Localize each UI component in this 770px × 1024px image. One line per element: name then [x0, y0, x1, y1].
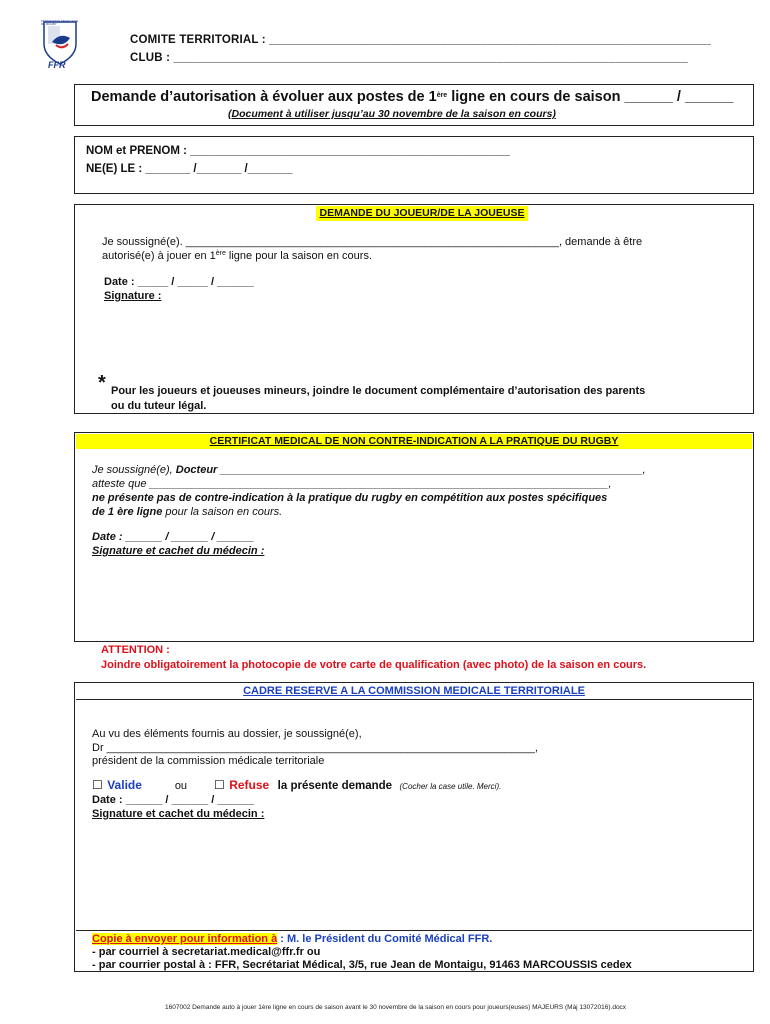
- name-field: NOM et PRENOM : __________________________________________________: [86, 145, 510, 157]
- minor-note-line2: ou du tuteur légal.: [111, 400, 207, 412]
- attention-title: ATTENTION :: [101, 644, 170, 656]
- commission-line3: président de la commission médicale territoriale: [92, 755, 325, 767]
- birthdate-field: NE(E) LE : _______ /_______ /_______: [86, 163, 293, 175]
- minor-note-line1: Pour les joueurs et joueuses mineurs, joindre le document complémentaire d’autorisation des parents: [111, 385, 646, 397]
- certificate-line2: atteste que ___________________________________________________________________________,: [92, 478, 612, 490]
- comite-territorial-line: COMITE TERRITORIAL : ___________________________________________________________________: [130, 34, 712, 46]
- attention-text: Joindre obligatoirement la photocopie de votre carte de qualification (avec photo) de la saison en cours.: [101, 659, 647, 671]
- certificate-line4: de 1 ère ligne pour la saison en cours.: [92, 506, 283, 518]
- valide-checkbox[interactable]: ☐: [92, 778, 103, 792]
- logo-text: FFR: [48, 60, 66, 70]
- ffr-logo: [38, 18, 82, 74]
- player-signature: Signature :: [104, 290, 162, 302]
- commission-signature: Signature et cachet du médecin :: [92, 808, 265, 820]
- ou-label: ou: [174, 780, 188, 792]
- logo-small-text: FÉDÉRATION FRANÇAISE DE RUGBY: [41, 19, 79, 26]
- refuse-checkbox[interactable]: ☐: [213, 778, 225, 792]
- medical-certificate-heading: CERTIFICAT MEDICAL DE NON CONTRE-INDICATION A LA PRATIQUE DU RUGBY: [76, 434, 752, 449]
- commission-line2: Dr ______________________________________________________________________,: [92, 742, 538, 754]
- certificate-line1: Je soussigné(e), Docteur _____________________________________________________________________,: [92, 464, 646, 476]
- certificate-signature: Signature et cachet du médecin :: [92, 545, 265, 557]
- postal-line: - par courrier postal à : FFR, Secrétariat Médical, 3/5, rue Jean de Montaigu, 91463 MARCOUSSIS cedex: [92, 959, 632, 971]
- commission-line1: Au vu des éléments fournis au dossier, je soussigné(e),: [92, 728, 362, 740]
- commission-heading: CADRE RESERVE A LA COMMISSION MEDICALE TERRITORIALE: [76, 684, 752, 700]
- valide-label: Valide: [107, 778, 142, 792]
- player-request-line1: Je soussigné(e). _____________________________________________________________, demande à être: [102, 236, 643, 248]
- certificate-line3: ne présente pas de contre-indication à la pratique du rugby en compétition aux postes spécifiques: [92, 492, 608, 504]
- page-title: Demande d’autorisation à évoluer aux postes de 1ère ligne en cours de saison ______ / ______: [91, 89, 734, 105]
- decision-row: [92, 776, 501, 794]
- commission-box: [74, 682, 754, 972]
- commission-date: Date : ______ / ______ / ______: [92, 794, 255, 806]
- footer-filename: 1607002 Demande auto à jouer 1ère ligne en cours de saison avant le 30 novembre de la saison en cours pour joueurs(euses) MAJEURS (Màj 13072016).docx: [165, 1004, 627, 1011]
- copie-divider: [76, 930, 752, 931]
- player-request-line2: autorisé(e) à jouer en 1ère ligne pour la saison en cours.: [102, 250, 373, 262]
- club-line: CLUB : ______________________________________________________________________________: [130, 52, 689, 64]
- certificate-date: Date : ______ / ______ / ______: [92, 531, 255, 543]
- player-date: Date : _____ / _____ / ______: [104, 276, 254, 288]
- player-request-heading: DEMANDE DU JOUEUR/DE LA JOUEUSE: [316, 206, 528, 221]
- asterisk: *: [98, 372, 106, 394]
- courriel-line: - par courriel à secretariat.medical@ffr.fr ou: [92, 946, 321, 958]
- page-subtitle: (Document à utiliser jusqu’au 30 novembre de la saison en cours): [228, 108, 556, 120]
- copie-line: Copie à envoyer pour information à : M. le Président du Comité Médical FFR.: [92, 933, 493, 945]
- demande-label: la présente demande: [277, 780, 393, 792]
- cocher-note: (Cocher la case utile. Merci).: [399, 782, 502, 791]
- refuse-label: Refuse: [229, 778, 270, 792]
